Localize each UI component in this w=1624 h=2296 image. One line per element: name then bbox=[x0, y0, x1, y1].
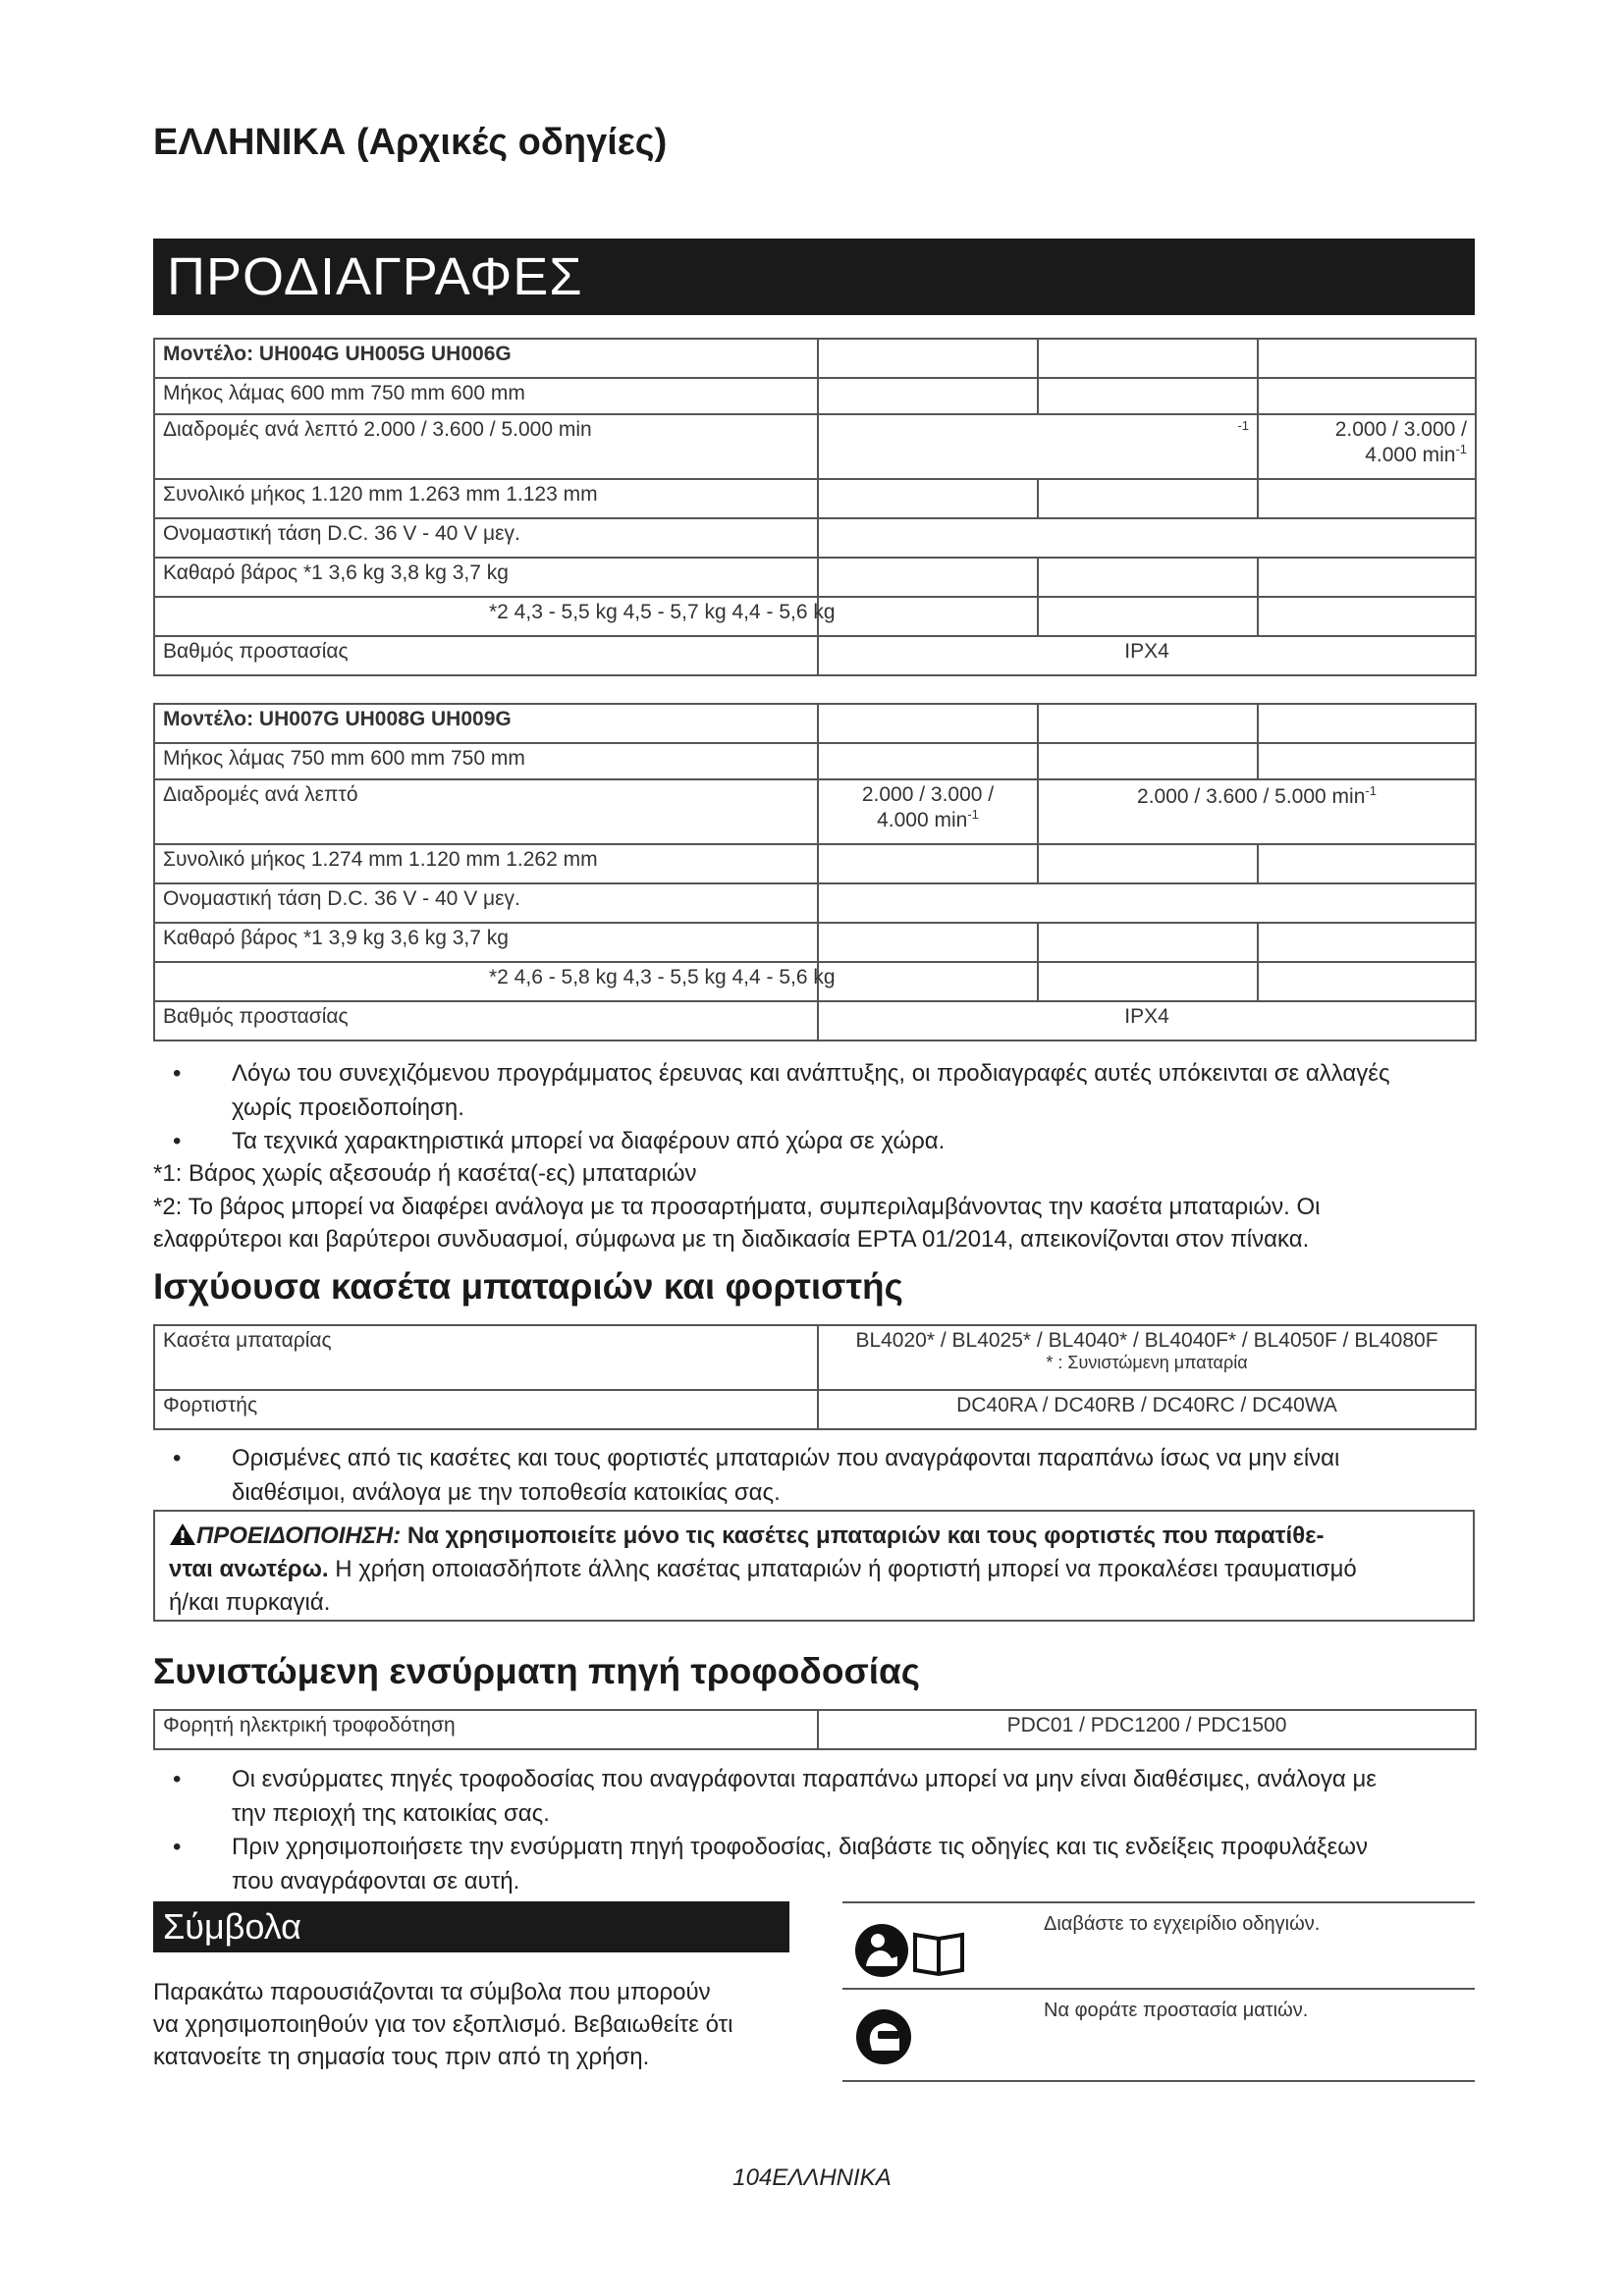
read-manual-icon bbox=[854, 1921, 972, 1980]
symbol-eye-protection-desc: Να φοράτε προστασία ματιών. bbox=[1044, 2000, 1309, 2021]
strokes-mid-cell bbox=[818, 779, 1038, 844]
cartridge-cell bbox=[818, 1325, 1476, 1390]
footnote-2-line1: *2: Το βάρος μπορεί να διαφέρει ανάλογα με τα προσαρτήματα, συμπεριλαμβάνοντας την κασέτα μπαταριών. Οι bbox=[153, 1194, 1321, 1220]
strokes-superscript: -1 bbox=[1237, 418, 1249, 433]
strokes-right-cell bbox=[1258, 414, 1476, 479]
warning-triangle-icon bbox=[169, 1522, 196, 1546]
language-title: ΕΛΛΗΝΙΚΑ (Αρχικές οδηγίες) bbox=[153, 122, 668, 163]
eye-protection-icon bbox=[854, 2007, 913, 2066]
power-bullet-1-line2: την περιοχή της κατοικίας σας. bbox=[232, 1800, 550, 1827]
strokes-row-2: Διαδρομές ανά λεπτό bbox=[154, 779, 818, 844]
protection-value: IPX4 bbox=[818, 636, 1476, 675]
net-weight-row-2: *2 4,3 - 5,5 kg 4,5 - 5,7 kg 4,4 - 5,6 kg bbox=[154, 597, 818, 636]
strokes-right-superscript-2: -1 bbox=[1365, 783, 1377, 798]
power-bullet-1: • Οι ενσύρματες πηγές τροφοδοσίας που αναγράφονται παραπάνω μπορεί να μην είναι διαθέσιμες, ανάλογα με την περιοχή της κατοικίας σας. bbox=[173, 1762, 1479, 1833]
rated-voltage-row-2: Ονομαστική τάση D.C. 36 V - 40 V μεγ. bbox=[154, 883, 818, 923]
strokes-right-cell-2 bbox=[1038, 779, 1476, 844]
total-length-row-2: Συνολικό μήκος 1.274 mm 1.120 mm 1.262 mm bbox=[154, 844, 818, 883]
warning-box bbox=[153, 1510, 1475, 1622]
warning-bold-line2: νται ανωτέρω. bbox=[169, 1556, 329, 1582]
note-bullet-1: • Λόγω του συνεχιζόμενου προγράμματος έρευνας και ανάπτυξης, οι προδιαγραφές αυτές υπόκεινται σε αλλαγές χωρίς προειδοποίηση. bbox=[173, 1056, 1479, 1127]
symbols-para-line2: να χρησιμοποιηθούν για τον εξοπλισμό. Βεβαιωθείτε ότι bbox=[153, 2011, 733, 2038]
power-label: Φορητή ηλεκτρική τροφοδότηση bbox=[154, 1710, 818, 1749]
model-row-2: Μοντέλο: UH007G UH008G UH009G bbox=[154, 704, 818, 743]
warning-text-line2: Η χρήση οποιασδήποτε άλλης κασέτας μπαταριών ή φορτιστή μπορεί να προκαλέσει τραυματισμό bbox=[335, 1556, 1357, 1582]
strokes-row: Διαδρομές ανά λεπτό 2.000 / 3.600 / 5.000 min bbox=[154, 414, 818, 479]
strokes-right-line1: 2.000 / 3.000 / bbox=[1334, 418, 1467, 441]
symbol-row-eye-protection bbox=[842, 1988, 1475, 2082]
power-value: PDC01 / PDC1200 / PDC1500 bbox=[818, 1710, 1476, 1749]
battery-bullet-line2: διαθέσιμοι, ανάλογα με την τοποθεσία κατοικίας σας. bbox=[232, 1479, 781, 1506]
charger-label: Φορτιστής bbox=[154, 1390, 818, 1429]
symbols-para-line3: κατανοείτε τη σημασία τους πριν από τη χρήση. bbox=[153, 2044, 650, 2070]
footnote-2-line2: ελαφρύτεροι και βαρύτεροι συνδυασμοί, σύμφωνα με τη διαδικασία EPTA 01/2014, απεικονίζονται στον πίνακα. bbox=[153, 1226, 1310, 1253]
charger-value: DC40RA / DC40RB / DC40RC / DC40WA bbox=[818, 1390, 1476, 1429]
blade-length-row-2: Μήκος λάμας 750 mm 600 mm 750 mm bbox=[154, 743, 818, 779]
battery-section-title: Ισχύουσα κασέτα μπαταριών και φορτιστής bbox=[153, 1266, 903, 1307]
net-weight-row: Καθαρό βάρος *1 3,6 kg 3,8 kg 3,7 kg bbox=[154, 558, 818, 597]
symbols-paragraph bbox=[153, 1976, 801, 2073]
blade-length-row: Μήκος λάμας 600 mm 750 mm 600 mm bbox=[154, 378, 818, 414]
total-length-row: Συνολικό μήκος 1.120 mm 1.263 mm 1.123 mm bbox=[154, 479, 818, 518]
net-weight-row-2b: *2 4,6 - 5,8 kg 4,3 - 5,5 kg 4,4 - 5,6 kg bbox=[154, 962, 818, 1001]
battery-bullet: • Ορισμένες από τις κασέτες και τους φορτιστές μπαταριών που αναγράφονται παραπάνω ίσως να μην είναι διαθέσιμοι, ανάλογα με την τοποθεσία κατοικίας σας. bbox=[173, 1441, 1479, 1512]
rated-voltage-row: Ονομαστική τάση D.C. 36 V - 40 V μεγ. bbox=[154, 518, 818, 558]
warning-bold-line1: Να χρησιμοποιείτε μόνο τις κασέτες μπαταριών και τους φορτιστές που παρατίθε- bbox=[406, 1522, 1325, 1549]
strokes-mid-line2: 4.000 min bbox=[877, 809, 968, 831]
cartridge-label: Κασέτα μπαταρίας bbox=[154, 1325, 818, 1390]
power-bullet-2-line1: Πριν χρησιμοποιήσετε την ενσύρματη πηγή τροφοδοσίας, διαβάστε τις οδηγίες και τις ενδείξεις προφυλάξεων bbox=[232, 1834, 1369, 1860]
page-number: 104ΕΛΛΗΝΙΚΑ bbox=[732, 2164, 892, 2191]
protection-label: Βαθμός προστασίας bbox=[154, 636, 818, 675]
model-row: Μοντέλο: UH004G UH005G UH006G bbox=[154, 339, 818, 378]
cartridge-note: * : Συνιστώμενη μπαταρία bbox=[1046, 1353, 1248, 1372]
strokes-mid-superscript: -1 bbox=[967, 807, 979, 822]
strokes-right-superscript: -1 bbox=[1455, 442, 1467, 456]
note-bullet-1-line1: Λόγω του συνεχιζόμενου προγράμματος έρευνας και ανάπτυξης, οι προδιαγραφές αυτές υπόκεινται σε αλλαγές bbox=[232, 1060, 1390, 1087]
net-weight-row-2a: Καθαρό βάρος *1 3,9 kg 3,6 kg 3,7 kg bbox=[154, 923, 818, 962]
power-section-title: Συνιστώμενη ενσύρματη πηγή τροφοδοσίας bbox=[153, 1651, 921, 1691]
note-bullet-1-line2: χωρίς προειδοποίηση. bbox=[232, 1095, 464, 1121]
symbols-banner: Σύμβολα bbox=[153, 1901, 789, 1952]
spec-table-2 bbox=[153, 703, 1477, 1041]
strokes-mid-line1: 2.000 / 3.000 / bbox=[861, 783, 995, 806]
protection-value-2: IPX4 bbox=[818, 1001, 1476, 1041]
battery-table bbox=[153, 1324, 1477, 1430]
symbol-row-read-manual bbox=[842, 1901, 1475, 1990]
power-bullet-2: • Πριν χρησιμοποιήσετε την ενσύρματη πηγή τροφοδοσίας, διαβάστε τις οδηγίες και τις ενδείξεις προφυλάξεων που αναγράφονται σε αυτή. bbox=[173, 1830, 1479, 1900]
symbol-read-manual-desc: Διαβάστε το εγχειρίδιο οδηγιών. bbox=[1044, 1913, 1321, 1935]
power-bullet-2-line2: που αναγράφονται σε αυτή. bbox=[232, 1868, 520, 1895]
power-bullet-1-line1: Οι ενσύρματες πηγές τροφοδοσίας που αναγράφονται παραπάνω μπορεί να μην είναι διαθέσιμες, ανάλογα με bbox=[232, 1766, 1377, 1792]
section-banner-specifications: ΠΡΟΔΙΑΓΡΑΦΕΣ bbox=[153, 239, 1475, 315]
strokes-right-value-2: 2.000 / 3.600 / 5.000 min bbox=[1137, 785, 1366, 808]
cartridge-value: BL4020* / BL4025* / BL4040* / BL4040F* / BL4050F / BL4080F bbox=[855, 1329, 1438, 1352]
warning-text-line3: ή/και πυρκαγιά. bbox=[169, 1589, 331, 1616]
symbols-para-line1: Παρακάτω παρουσιάζονται τα σύμβολα που μπορούν bbox=[153, 1979, 711, 2005]
spec-table-1 bbox=[153, 338, 1477, 676]
power-table bbox=[153, 1709, 1477, 1750]
strokes-right-line2: 4.000 min bbox=[1365, 444, 1456, 466]
protection-label-2: Βαθμός προστασίας bbox=[154, 1001, 818, 1041]
battery-bullet-line1: Ορισμένες από τις κασέτες και τους φορτιστές μπαταριών που αναγράφονται παραπάνω ίσως να μην είναι bbox=[232, 1445, 1340, 1471]
warning-label: ΠΡΟΕΙΔΟΠΟΙΗΣΗ: bbox=[196, 1522, 402, 1549]
note-bullet-2-text: Τα τεχνικά χαρακτηριστικά μπορεί να διαφέρουν από χώρα σε χώρα. bbox=[232, 1128, 946, 1154]
footnote-1: *1: Βάρος χωρίς αξεσουάρ ή κασέτα(-ες) μπαταριών bbox=[153, 1160, 697, 1187]
note-bullet-2: • Τα τεχνικά χαρακτηριστικά μπορεί να διαφέρουν από χώρα σε χώρα. bbox=[173, 1124, 1479, 1159]
